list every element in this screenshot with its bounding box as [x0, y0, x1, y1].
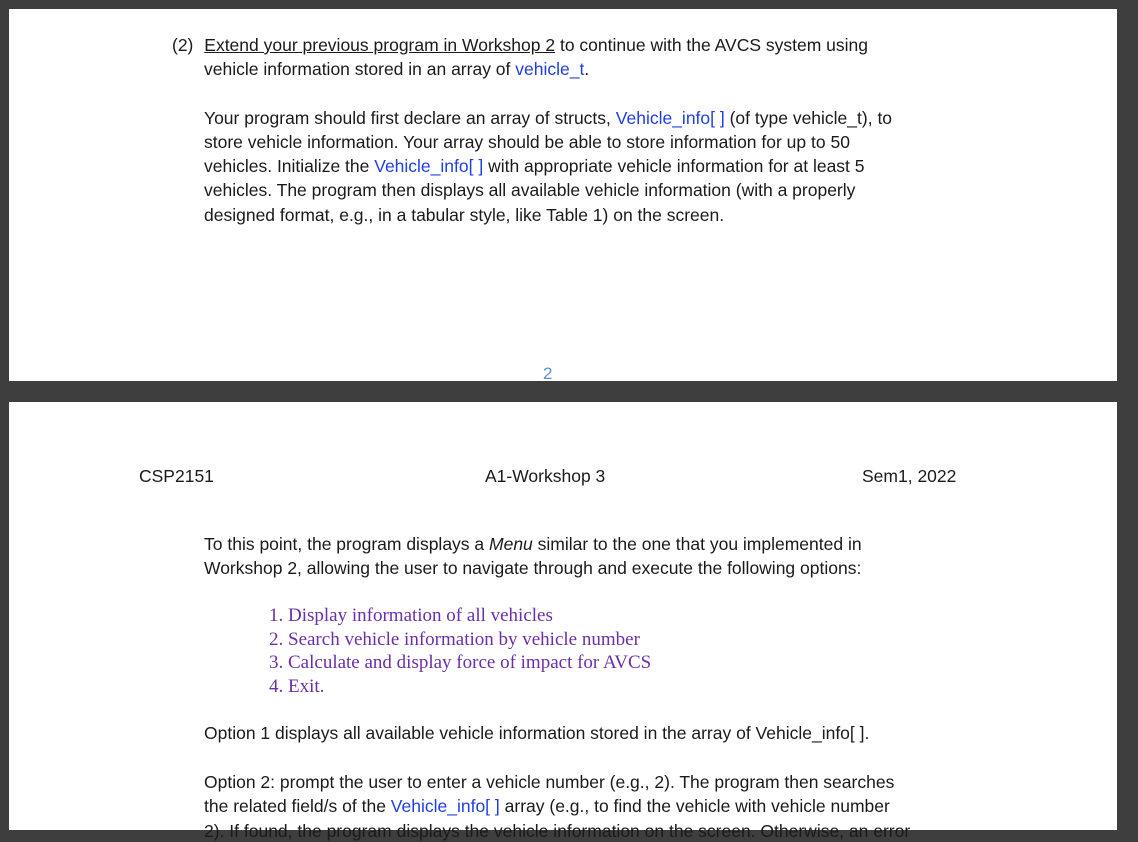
header-workshop-title: A1-Workshop 3 [485, 466, 606, 486]
document-page-2 [9, 9, 1117, 381]
document-page-3 [9, 402, 1117, 841]
header-semester: Sem1, 2022 [862, 466, 957, 486]
vehicle-t-code: vehicle_t [515, 59, 585, 79]
task-intro-rest: to continue with the AVCS system using [555, 35, 868, 55]
paragraph-line-5: designed format, e.g., in a tabular style, like Table 1) on the screen. [204, 205, 725, 225]
menu-option-2: 2. Search vehicle information by vehicle number [269, 628, 640, 650]
task-intro-line2-pre: vehicle information stored in an array of [204, 59, 516, 79]
option2-line-3-clipped: 2). If found, the program displays the vehicle information on the screen. Otherwise, an error [204, 821, 911, 841]
option1-description: Option 1 displays all available vehicle information stored in the array of Vehicle_info[ ]. [204, 723, 870, 743]
page-number: 2 [543, 364, 553, 383]
task-intro-line2-post: . [584, 59, 590, 79]
option2-line-2-pre: the related field/s of the [204, 796, 391, 816]
workshop2-reference-link: Extend your previous program in Workshop 2 [204, 35, 556, 55]
vehicle-info-code: Vehicle_info[ ] [615, 108, 725, 128]
vehicle-info-code: Vehicle_info[ ] [374, 156, 484, 176]
option2-line-2-post: array (e.g., to find the vehicle with vehicle number [499, 796, 890, 816]
menu-intro-line-2: Workshop 2, allowing the user to navigate through and execute the following options: [204, 558, 862, 578]
menu-option-4: 4. Exit. [269, 675, 325, 697]
option2-line-1: Option 2: prompt the user to enter a vehicle number (e.g., 2). The program then searches [204, 772, 895, 792]
paragraph-line-3-post: with appropriate vehicle information for at least 5 [483, 156, 865, 176]
task-item-line-1 [172, 33, 868, 57]
paragraph-line-2: store vehicle information. Your array should be able to store information for up to 50 [204, 132, 850, 152]
menu-emphasis: Menu [489, 534, 533, 554]
option2-line-2 [204, 794, 890, 818]
paragraph-line-1-post: (of type vehicle_t), to [724, 108, 893, 128]
menu-options-list [269, 604, 651, 698]
task-item-line-2 [204, 57, 589, 81]
menu-option-1: 1. Display information of all vehicles [269, 605, 553, 626]
paragraph-line-1-pre: Your program should first declare an array of structs, [204, 108, 616, 128]
paragraph-line-1 [204, 106, 892, 130]
menu-intro-line-1 [204, 532, 862, 556]
vehicle-info-code: Vehicle_info[ ] [390, 796, 500, 816]
header-course-code: CSP2151 [139, 466, 214, 486]
paragraph-line-3 [204, 154, 865, 178]
paragraph-line-3-pre: vehicles. Initialize the [204, 156, 375, 176]
menu-option-3: 3. Calculate and display force of impact for AVCS [269, 652, 652, 673]
menu-intro-post: similar to the one that you implemented in [532, 534, 862, 554]
menu-intro-pre: To this point, the program displays a [204, 534, 490, 554]
task-item-number: (2) [172, 35, 194, 55]
paragraph-line-4: vehicles. The program then displays all available vehicle information (with a properly [204, 180, 856, 200]
